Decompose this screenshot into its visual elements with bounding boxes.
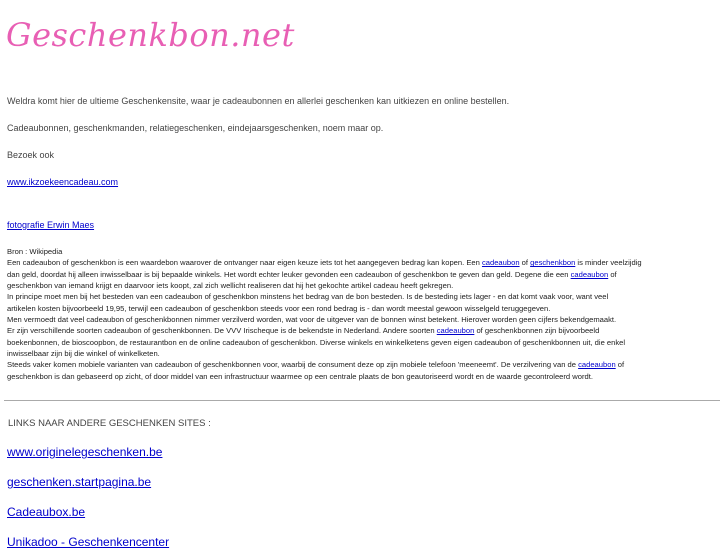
links-heading: LINKS NAAR ANDERE GESCHENKEN SITES : [8, 418, 211, 429]
text-line: Steeds vaker komen mobiele varianten van cadeaubon of geschenkbonnen voor, waarbij de consument deze op zijn mobiele telefoon 'meeneemt'. De verzilvering van de cadeaubon of [7, 360, 625, 370]
text-line: Een cadeaubon of geschenkbon is een waardebon waarover de ontvanger naar eigen keuze iets tot het aangegeven bedrag kan kopen. Een cadeaubon of geschenkbon is minder veelzijdig [7, 258, 642, 268]
link-cadeaubon[interactable]: cadeaubon [481, 258, 520, 268]
text-line: geschenkbon van iemand krijgt en daarvoor iets koopt, zal zich wellicht realiseren dat hij het gekochte artikel cadeau heeft gekregen. [7, 281, 454, 291]
link-originelegeschenken[interactable]: www.originelegeschenken.be [7, 445, 163, 459]
link-cadeaubox[interactable]: Cadeaubox.be [7, 505, 86, 519]
text-line: Er zijn verschillende soorten cadeaubon of geschenkbonnen. De VVV Irischeque is de bekendste in Nederland. Andere soorten cadeaubon of geschenkbonnen zijn bijvoorbeeld [7, 326, 600, 336]
visit-also-label: Bezoek ook [7, 150, 55, 160]
link-fotografie[interactable]: fotografie Erwin Maes [7, 220, 95, 230]
link-startpagina[interactable]: geschenken.startpagina.be [7, 475, 152, 489]
text-line: boekenbonnen, de bioscoopbon, de restaurantbon en de online cadeaubon of geschenkbon. Diverse winkels en winkelketens geven eigen cadeaubon of geschenkbonnen uit, die enkel [7, 337, 626, 347]
text-line: artikelen kosten bijvoorbeeld 19,95, terwijl een cadeaubon of geschenkbon steeds voor een rond bedrag is - dan wordt meestal gewoon wisselgeld teruggegeven. [7, 303, 551, 313]
source-label: Bron : Wikipedia [7, 247, 63, 256]
text-line: Men vermoedt dat veel cadeaubon of geschenkbonnen nimmer verzilverd worden, wat voor de uitgever van de bonnen winst betekent. Hierover worden geen cijfers bekendgemaakt. [7, 315, 617, 325]
link-cadeaubon[interactable]: cadeaubon [436, 326, 475, 336]
link-geschenkbon[interactable]: geschenkbon [530, 258, 576, 268]
intro-categories: Cadeaubonnen, geschenkmanden, relatiegeschenken, eindejaarsgeschenken, noem maar op. [7, 123, 384, 133]
intro-text: Weldra komt hier de ultieme Geschenkensite, waar je cadeaubonnen en allerlei geschenken kan uitkiezen en online bestellen. [7, 96, 510, 106]
link-cadeaubon[interactable]: cadeaubon [578, 360, 616, 370]
link-unikadoo[interactable]: Unikadoo - Geschenkencenter [7, 535, 170, 549]
text-line: dan geld, doordat hij alleen inwisselbaar is bij bepaalde winkels. Het wordt echter leuker gevonden een cadeaubon of geschenkbon te geven dan geld. Degene die een cadeaubon of [7, 269, 617, 279]
link-cadeaubon[interactable]: cadeaubon [570, 269, 609, 279]
site-logo[interactable]: Geschenkbon.net [6, 16, 295, 54]
text-line: In principe moet men bij het besteden van een cadeaubon of geschenkbon minstens het bedrag van de bon besteden. Is de besteding iets lager - en dat komt vaak voor, want veel [7, 292, 609, 302]
text-line: inwisselbaar zijn bij die winkel of winkelketen. [7, 349, 160, 359]
wikipedia-text-block [7, 246, 719, 382]
text-line: geschenkbon is dan gebaseerd op zicht, of door middel van een infrastructuur waarmee op een centrale plaats de bon geautoriseerd wordt en de waarde gecontroleerd wordt. [7, 371, 593, 381]
link-ikzoekeencadeau[interactable]: www.ikzoekeencadeau.com [7, 177, 119, 187]
divider [4, 400, 720, 401]
